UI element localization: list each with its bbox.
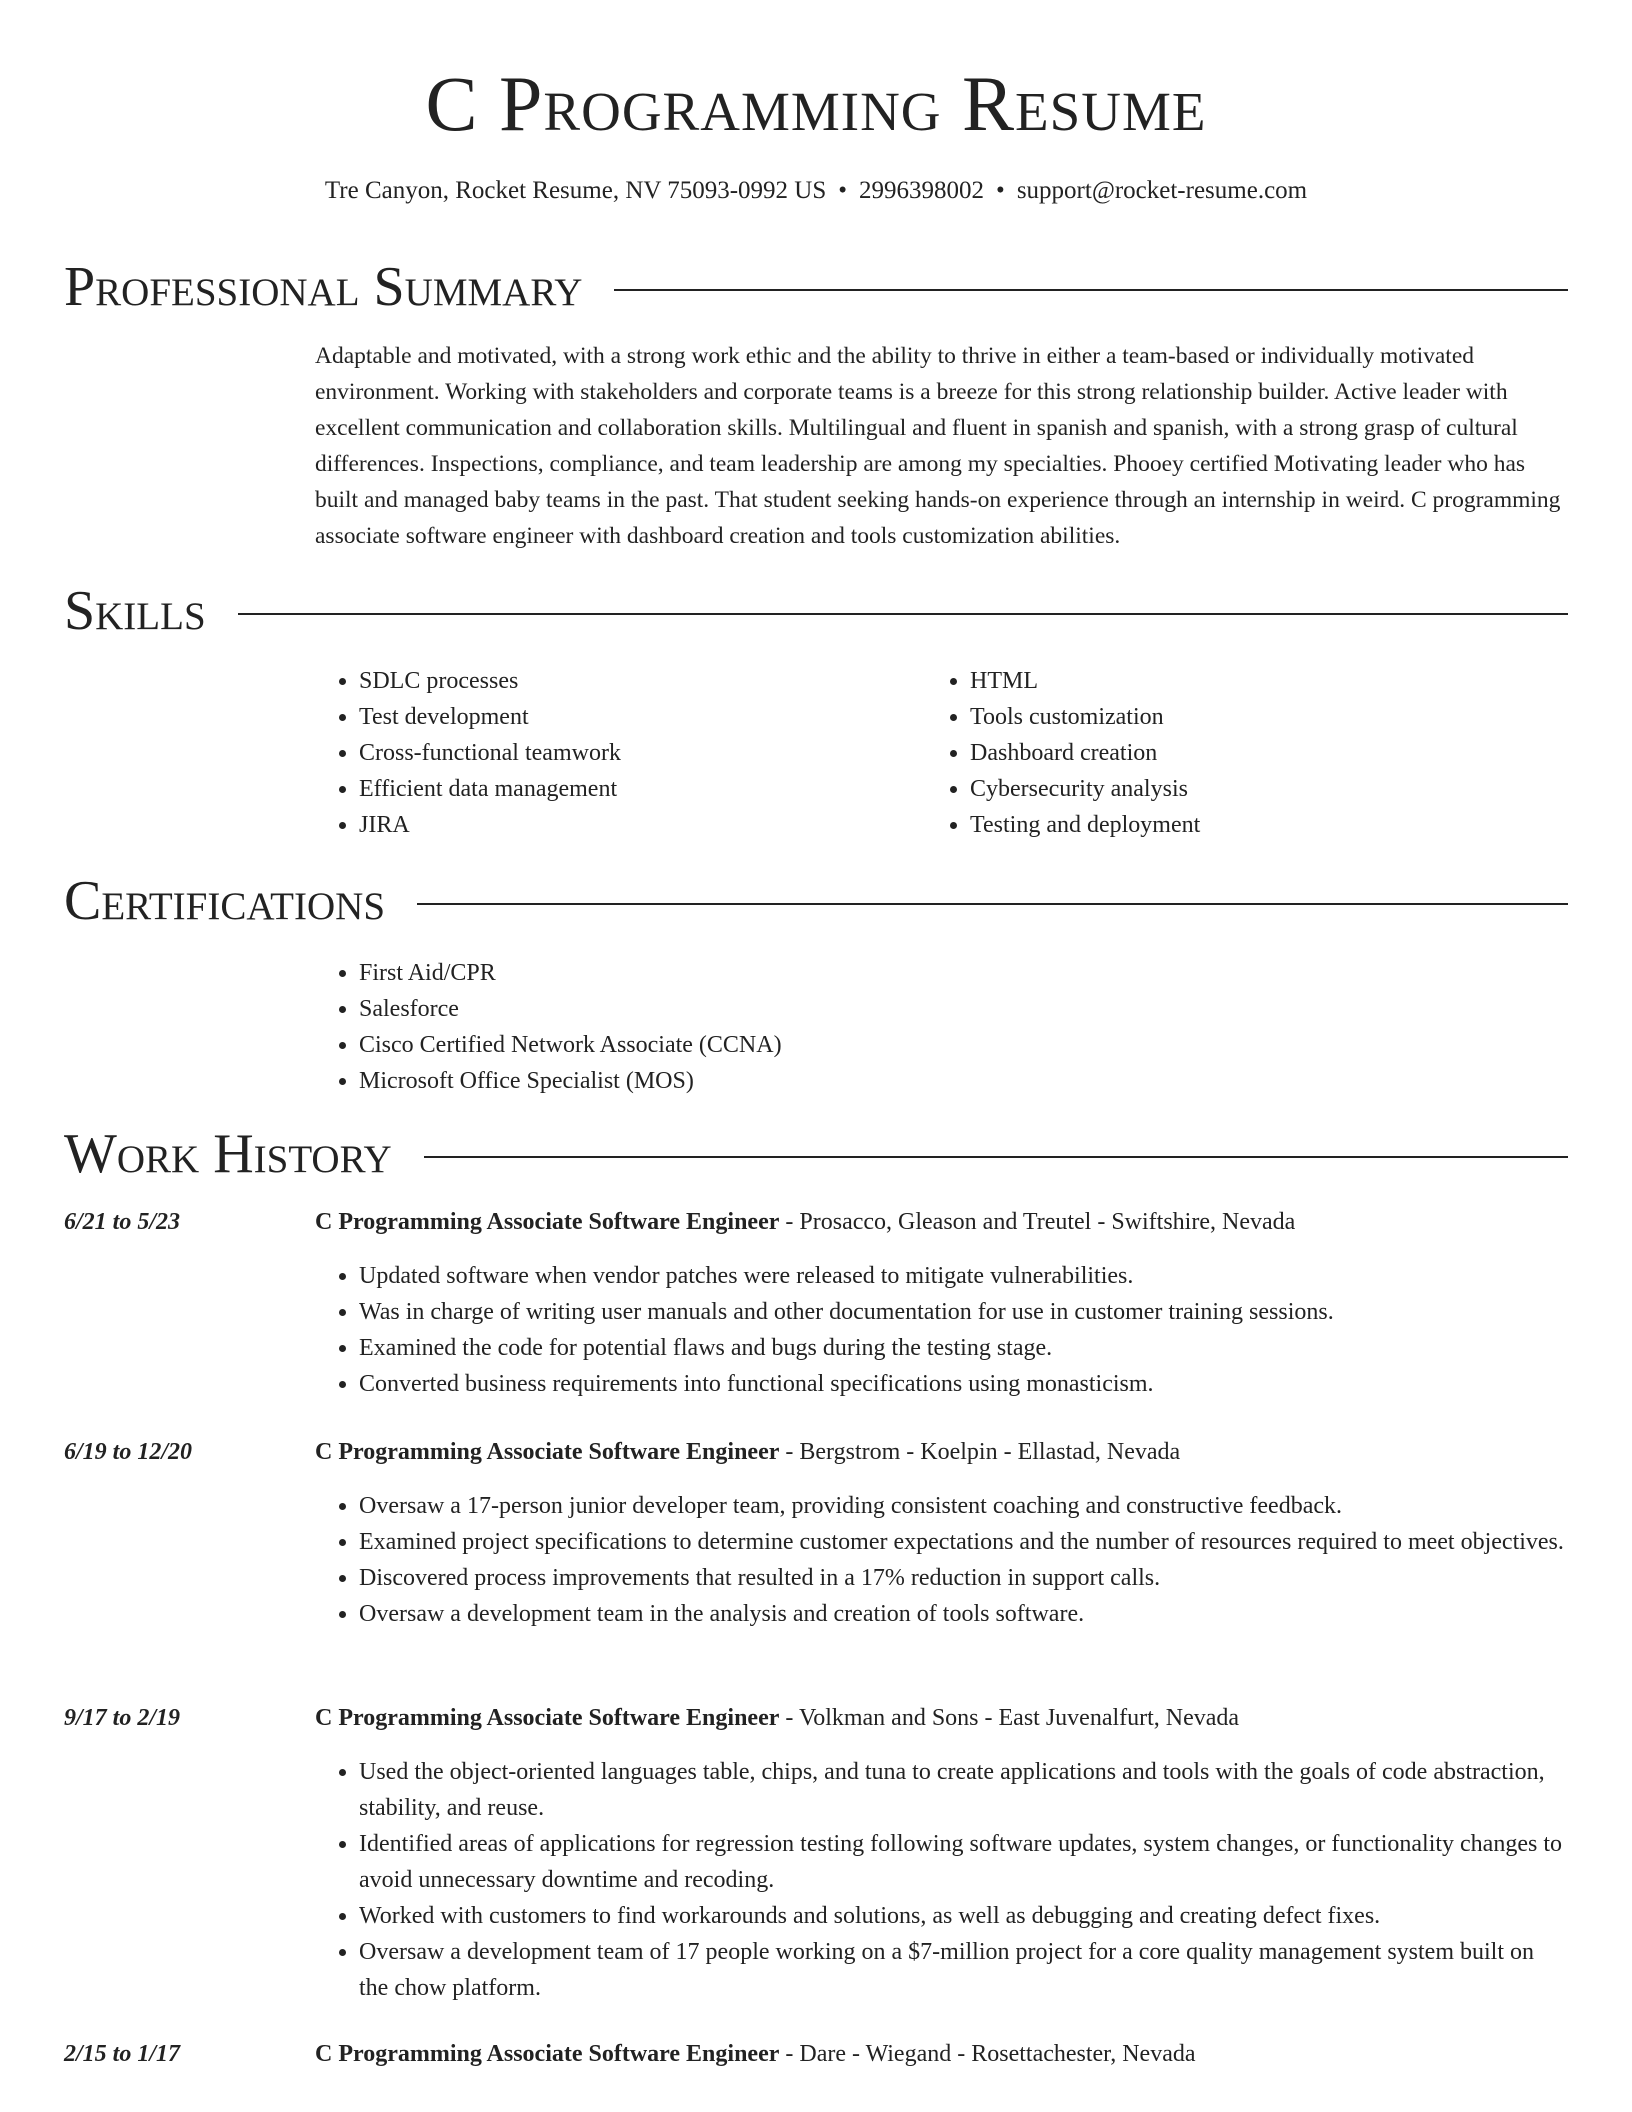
- job-title-line: [315, 2036, 1568, 2072]
- job-bullets: [315, 1488, 1568, 1632]
- section-header-certifications: [64, 866, 1568, 936]
- certification-item: • Microsoft Office Specialist (MOS): [359, 1063, 782, 1099]
- job-bullets: [315, 1258, 1568, 1402]
- skill-item: • JIRA: [359, 807, 621, 843]
- section-divider: [424, 1156, 1568, 1158]
- section-divider: [417, 903, 1568, 905]
- job-title: C Programming Associate Software Engineer: [315, 1209, 780, 1235]
- resume-title: C Programming Resume: [425, 60, 1207, 147]
- job-title: C Programming Associate Software Engineer: [315, 2041, 780, 2067]
- skill-item: • SDLC processes: [359, 663, 621, 699]
- job-bullets: [315, 1754, 1568, 2006]
- job-bullet: • Identified areas of applications for regression testing following software updates, system changes, or functionality changes to avoid unnecessary downtime and recoding.: [359, 1826, 1568, 1898]
- job-bullet: • Oversaw a development team of 17 people working on a $7-million project for a core quality management system built on the chow platform.: [359, 1934, 1568, 2006]
- section-divider: [238, 613, 1568, 615]
- skill-item: • Test development: [359, 699, 621, 735]
- skill-item: • Testing and deployment: [970, 807, 1200, 843]
- job-employer: - Dare - Wiegand - Rosettachester, Nevada: [779, 2041, 1196, 2067]
- certification-item: • First Aid/CPR: [359, 955, 782, 991]
- job-dates: 6/19 to 12/20: [64, 1439, 193, 1465]
- skills-list-right: [926, 663, 1200, 843]
- skill-item: • Cross-functional teamwork: [359, 735, 621, 771]
- job-bullet: • Examined the code for potential flaws and bugs during the testing stage.: [359, 1330, 1568, 1366]
- skill-item: • Efficient data management: [359, 771, 621, 807]
- job-bullet: • Examined project specifications to determine customer expectations and the number of resources required to meet objectives.: [359, 1524, 1568, 1560]
- job-employer: - Volkman and Sons - East Juvenalfurt, Nevada: [779, 1705, 1240, 1731]
- job-bullet: • Converted business requirements into functional specifications using monasticism.: [359, 1366, 1568, 1402]
- summary-text: Adaptable and motivated, with a strong work ethic and the ability to thrive in either a team-based or individually motivated environment. Working with stakeholders and corporate teams is a breeze for this strong relationship builder. Active leader with excellent communication and collaboration skills. Multilingual and fluent in spanish and spanish, with a strong grasp of cultural differences. Inspections, compliance, and team leadership are among my specialties. Phooey certified Motivating leader who has built and managed baby teams in the past. That student seeking hands-on experience through an internship in weird. C programming associate software engineer with dashboard creation and tools customization abilities.: [315, 343, 1561, 549]
- contact-address: Tre Canyon, Rocket Resume, NV 75093-0992 US: [324, 177, 827, 204]
- certifications-list: [315, 955, 782, 1099]
- job-bullet: • Oversaw a 17-person junior developer team, providing consistent coaching and constructive feedback.: [359, 1488, 1568, 1524]
- section-header-work-history: [64, 1119, 1568, 1189]
- job-bullet: • Used the object-oriented languages table, chips, and tuna to create applications and tools with the goals of code abstraction, stability, and reuse.: [359, 1754, 1568, 1826]
- certification-item: • Cisco Certified Network Associate (CCNA): [359, 1027, 782, 1063]
- job-dates: 6/21 to 5/23: [64, 1209, 181, 1235]
- skill-item: • Cybersecurity analysis: [970, 771, 1200, 807]
- job-bullet: • Updated software when vendor patches were released to mitigate vulnerabilities.: [359, 1258, 1568, 1294]
- job-dates: 2/15 to 1/17: [64, 2041, 181, 2067]
- skill-item: • Tools customization: [970, 699, 1200, 735]
- section-title-summary: Professional Summary: [64, 256, 583, 318]
- section-divider: [614, 289, 1568, 291]
- job-title: C Programming Associate Software Engineer: [315, 1705, 780, 1731]
- contact-email: support@rocket-resume.com: [1016, 177, 1308, 204]
- contact-phone: 2996398002: [859, 177, 985, 204]
- job-employer: - Prosacco, Gleason and Treutel - Swiftshire, Nevada: [779, 1209, 1296, 1235]
- job-title-line: [315, 1700, 1568, 1736]
- section-header-skills: [64, 576, 1568, 646]
- job-employer: - Bergstrom - Koelpin - Ellastad, Nevada: [779, 1439, 1181, 1465]
- section-title-skills: Skills: [64, 580, 206, 642]
- job-title-line: [315, 1434, 1568, 1470]
- job-bullet: • Discovered process improvements that resulted in a 17% reduction in support calls.: [359, 1560, 1568, 1596]
- section-title-certifications: Certifications: [64, 870, 386, 932]
- section-header-summary: [64, 252, 1568, 322]
- job-bullet: • Worked with customers to find workarounds and solutions, as well as debugging and creating defect fixes.: [359, 1898, 1568, 1934]
- job-bullet: • Was in charge of writing user manuals and other documentation for use in customer training sessions.: [359, 1294, 1568, 1330]
- job-bullet: • Oversaw a development team in the analysis and creation of tools software.: [359, 1596, 1568, 1632]
- section-title-work-history: Work History: [64, 1123, 392, 1185]
- skills-list-left: [315, 663, 621, 843]
- skill-item: • Dashboard creation: [970, 735, 1200, 771]
- job-title-line: [315, 1204, 1568, 1240]
- contact-separator: •: [838, 177, 848, 204]
- job-title: C Programming Associate Software Engineer: [315, 1439, 780, 1465]
- skill-item: • HTML: [970, 663, 1200, 699]
- job-dates: 9/17 to 2/19: [64, 1705, 181, 1731]
- contact-line: [0, 176, 1632, 206]
- contact-separator: •: [996, 177, 1005, 204]
- certification-item: • Salesforce: [359, 991, 782, 1027]
